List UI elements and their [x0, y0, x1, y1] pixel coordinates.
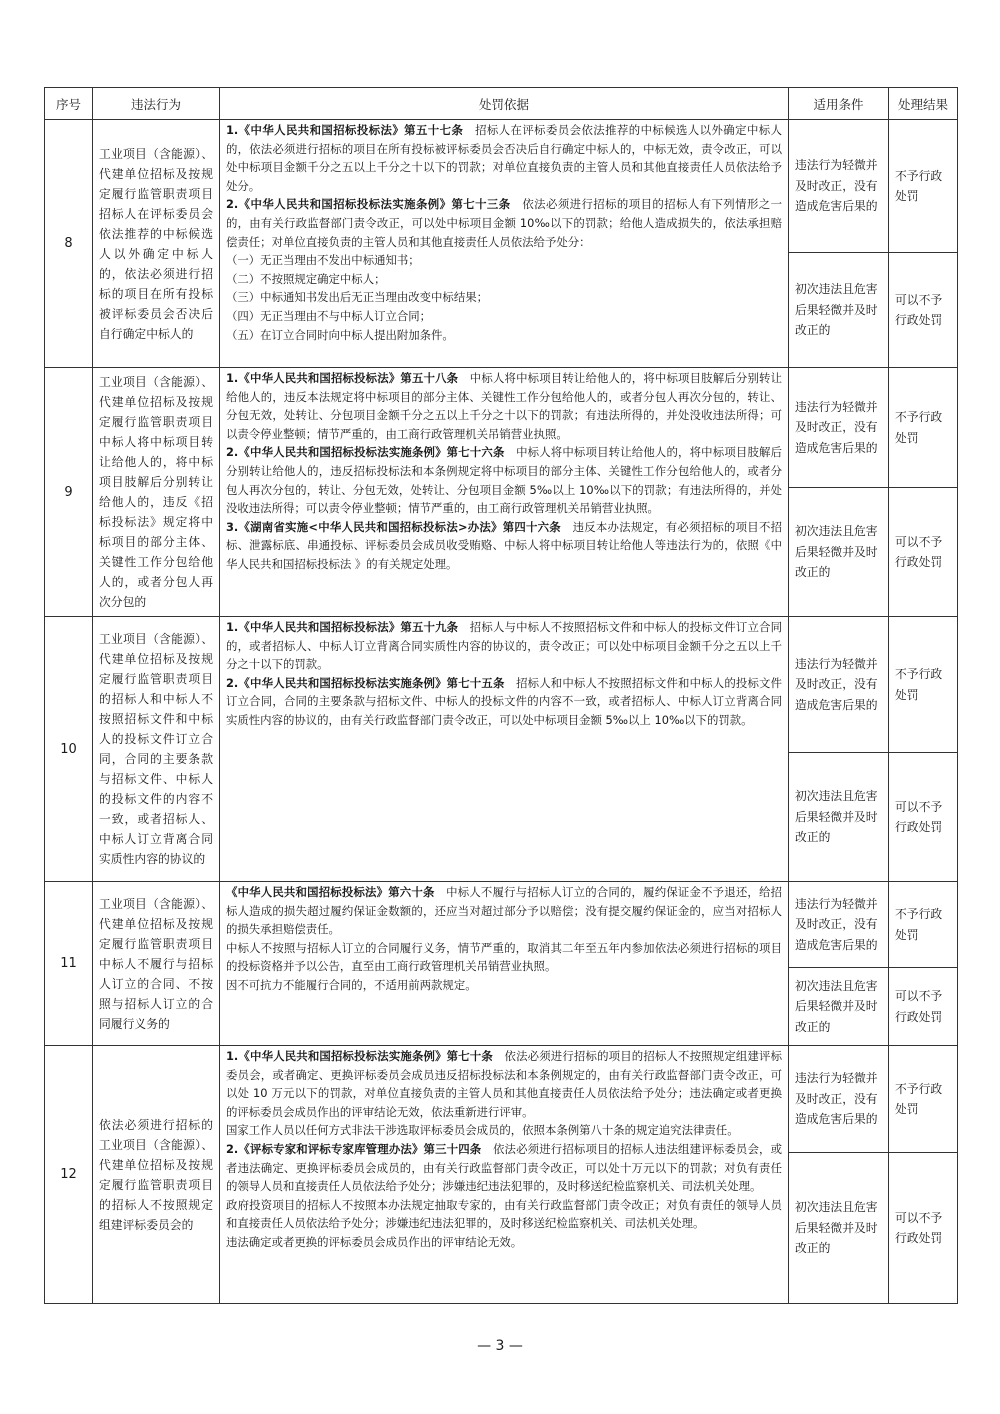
basis-paragraph — [226, 1196, 782, 1233]
page-number: — 3 — — [477, 1338, 523, 1354]
law-article-title: 《中华人民共和国招标投标法》第六十条 — [226, 885, 435, 899]
result-cell: 可以不予行政处罚 — [889, 1153, 958, 1304]
law-article-title: 1.《中华人民共和国招标投标法》第五十九条 — [226, 620, 459, 634]
penalty-basis-cell — [220, 617, 789, 882]
law-article-text: （三）中标通知书发出后无正当理由改变中标结果； — [226, 290, 488, 305]
row-number: 11 — [45, 882, 93, 1046]
result-cell: 不予行政处罚 — [889, 1046, 958, 1153]
law-article-title: 2.《评标专家和评标专家库管理办法》第三十四条 — [226, 1141, 482, 1156]
violation-cell: 工业项目（含能源）、代建单位招标及按规定履行监管职责项目中标人将中标项目转让给他人的，将中标项目肢解后分别转让给他人的，违反《招标投标法》规定将中标项目的部分主体、关键性工作分包给他人的，或者分包人再次分包的 — [93, 368, 220, 617]
basis-paragraph — [226, 195, 782, 251]
basis-paragraph — [226, 618, 782, 674]
law-article-title: 1.《中华人民共和国招标投标法》第五十八条 — [226, 371, 459, 385]
law-article-text: 依法必须进行招标项目的招标人违法组建评标委员会，或者违法确定、更换评标委员会成员的，由有关行政监督部门责令改正，可以处十万元以下的罚款；对负有责任的领导人员和直接责任人员依法给予处分；涉嫌违纪违法犯罪的，及时移送纪检监察机关、司法机关处理。 — [226, 1141, 782, 1194]
basis-paragraph — [226, 883, 782, 939]
basis-paragraph — [226, 307, 782, 326]
law-article-text: 因不可抗力不能履行合同的，不适用前两款规定。 — [226, 977, 477, 992]
table-row — [45, 1046, 958, 1153]
basis-paragraph — [226, 674, 782, 730]
row-number: 9 — [45, 368, 93, 617]
law-article-text: 依法必须进行招标的项目的招标人有下列情形之一的，由有关行政监督部门责令改正，可以处中标项目金额 10‰以下的罚款；给他人造成损失的，依法承担赔偿责任；对单位直接负责的主管人员和其他直接责任人员依法给予处分： — [226, 197, 782, 249]
condition-cell: 初次违法且危害后果轻微并及时改正的 — [789, 1153, 889, 1304]
law-article-title: 2.《中华人民共和国招标投标法实施条例》第七十三条 — [226, 197, 511, 212]
basis-paragraph — [226, 251, 782, 270]
condition-cell: 违法行为轻微并及时改正，没有造成危害后果的 — [789, 617, 889, 753]
law-article-text: 依法必须进行招标的项目的招标人不按照规定组建评标委员会，或者确定、更换评标委员会成员违反招标投标法和本条例规定的，由有关行政监督部门责令改正，可以处 10 万元以下的罚款，对单位直接负责的主管人员和其他直接责任人员依法给予处分；违法确定或者更换的评标委员会成员作出的评审结论无效，依法重新进行评审。 — [226, 1049, 782, 1119]
result-cell: 不予行政处罚 — [889, 882, 958, 968]
basis-paragraph — [226, 1121, 782, 1140]
law-article-text: 政府投资项目的招标人不按照本办法规定抽取专家的，由有关行政监督部门责令改正；对负有责任的领导人员和直接责任人员依法给予处分；涉嫌违纪违法犯罪的，及时移送纪检监察机关、司法机关处理。 — [226, 1197, 782, 1231]
basis-paragraph — [226, 1233, 782, 1252]
violation-cell: 工业项目（含能源）、代建单位招标及按规定履行监管职责项目招标人在评标委员会依法推荐的中标候选人以外确定中标人的，依法必须进行招标的项目在所有投标被评标委员会否决后自行确定中标人的 — [93, 120, 220, 368]
header-result: 处理结果 — [889, 88, 958, 120]
result-cell: 不予行政处罚 — [889, 368, 958, 488]
law-article-title: 2.《中华人民共和国招标投标法实施条例》第七十五条 — [226, 675, 505, 690]
law-article-text: 招标人在评标委员会依法推荐的中标候选人以外确定中标人的，依法必须进行招标的项目在所有投标被评标委员会否决后自行确定中标人的，中标无效，责令改正，可以处中标项目金额千分之五以上千分之十以下的罚款；对单位直接负责的主管人员和其他直接责任人员依法给予处分。 — [226, 123, 782, 193]
result-cell: 可以不予行政处罚 — [889, 488, 958, 617]
header-condition: 适用条件 — [789, 88, 889, 120]
law-article-title: 3.《湖南省实施<中华人民共和国招标投标法>办法》第四十六条 — [226, 519, 561, 534]
condition-cell: 违法行为轻微并及时改正，没有造成危害后果的 — [789, 368, 889, 488]
law-article-text: （二）不按照规定确定中标人； — [226, 271, 386, 286]
law-article-text: （五）在订立合同时向中标人提出附加条件。 — [226, 327, 454, 342]
table-row — [45, 368, 958, 488]
condition-cell: 违法行为轻微并及时改正，没有造成危害后果的 — [789, 882, 889, 968]
result-cell: 可以不予行政处罚 — [889, 253, 958, 368]
basis-paragraph — [226, 939, 782, 976]
law-article-text: 国家工作人员以任何方式非法干涉选取评标委员会成员的，依照本条例第八十条的规定追究法律责任。 — [226, 1123, 739, 1138]
result-cell: 不予行政处罚 — [889, 120, 958, 253]
basis-paragraph — [226, 976, 782, 995]
condition-cell: 初次违法且危害后果轻微并及时改正的 — [789, 968, 889, 1046]
result-cell: 不予行政处罚 — [889, 617, 958, 753]
row-number: 12 — [45, 1046, 93, 1304]
violation-cell: 工业项目（含能源）、代建单位招标及按规定履行监管职责项目的招标人和中标人不按照招标文件和中标人的投标文件订立合同，合同的主要条款与招标文件、中标人的投标文件的内容不一致，或者招标人、中标人订立背离合同实质性内容的协议的 — [93, 617, 220, 882]
header-act: 违法行为 — [93, 88, 220, 120]
table-row — [45, 882, 958, 968]
law-article-title: 2.《中华人民共和国招标投标法实施条例》第七十六条 — [226, 445, 505, 460]
penalty-basis-cell — [220, 882, 789, 1046]
penalty-table — [44, 87, 958, 1304]
basis-paragraph — [226, 326, 782, 345]
penalty-basis-cell — [220, 120, 789, 368]
basis-paragraph — [226, 121, 782, 195]
law-article-text: 招标人和中标人不按照招标文件和中标人的投标文件订立合同，合同的主要条款与招标文件、中标人的投标文件的内容不一致，或者招标人、中标人订立背离合同实质性内容的协议的，由有关行政监督部门责令改正，可以处中标项目金额 5‰以上 10‰以下的罚款。 — [226, 675, 782, 727]
law-article-text: （四）无正当理由不与中标人订立合同； — [226, 308, 432, 323]
basis-paragraph — [226, 518, 782, 574]
header-no: 序号 — [45, 88, 93, 120]
violation-cell: 工业项目（含能源）、代建单位招标及按规定履行监管职责项目中标人不履行与招标人订立的合同、不按照与招标人订立的合同履行义务的 — [93, 882, 220, 1046]
row-number: 10 — [45, 617, 93, 882]
penalty-basis-cell — [220, 368, 789, 617]
law-article-text: （一）无正当理由不发出中标通知书； — [226, 253, 420, 268]
law-article-title: 1.《中华人民共和国招标投标法》第五十七条 — [226, 123, 464, 137]
condition-cell: 违法行为轻微并及时改正，没有造成危害后果的 — [789, 1046, 889, 1153]
penalty-basis-cell — [220, 1046, 789, 1304]
result-cell: 可以不予行政处罚 — [889, 968, 958, 1046]
basis-paragraph — [226, 1140, 782, 1196]
basis-paragraph — [226, 270, 782, 289]
law-article-text: 招标人与中标人不按照招标文件和中标人的投标文件订立合同的，或者招标人、中标人订立背离合同实质性内容的协议的，责令改正；可以处中标项目金额千分之五以上千分之十以下的罚款。 — [226, 620, 782, 672]
law-article-text: 中标人不按照与招标人订立的合同履行义务，情节严重的，取消其二年至五年内参加依法必须进行招标的项目的投标资格并予以公告，直至由工商行政管理机关吊销营业执照。 — [226, 940, 782, 974]
law-article-text: 中标人将中标项目转让给他人的，将中标项目肢解后分别转让给他人的，违反招标投标法和本条例规定将中标项目的部分主体、关键性工作分包给他人的，或者分包人再次分包的，转让、分包无效，处转让、分包项目金额 5‰以上 10‰以下的罚款；有违法所得的，并处没收违法所得；可以责令停业整顿；情节严重的，由工商行政管理机关吊销营业执照。 — [226, 445, 782, 516]
law-article-text: 违法确定或者更换的评标委员会成员作出的评审结论无效。 — [226, 1234, 523, 1249]
law-article-text: 违反本办法规定，有必须招标的项目不招标、泄露标底、串通投标、评标委员会成员收受贿赂、中标人将中标项目转让给他人等违法行为的，依照《中华人民共和国招标投标法 》的有关规定处理。 — [226, 519, 782, 571]
table-row — [45, 120, 958, 253]
basis-paragraph — [226, 369, 782, 443]
law-article-title: 1.《中华人民共和国招标投标法实施条例》第七十条 — [226, 1049, 493, 1063]
condition-cell: 初次违法且危害后果轻微并及时改正的 — [789, 753, 889, 882]
basis-paragraph — [226, 1047, 782, 1121]
result-cell: 可以不予行政处罚 — [889, 753, 958, 882]
condition-cell: 初次违法且危害后果轻微并及时改正的 — [789, 488, 889, 617]
condition-cell: 初次违法且危害后果轻微并及时改正的 — [789, 253, 889, 368]
law-article-text: 中标人不履行与招标人订立的合同的，履约保证金不予退还，给招标人造成的损失超过履约保证金数额的，还应当对超过部分予以赔偿；没有提交履约保证金的，应当对招标人的损失承担赔偿责任。 — [226, 885, 782, 937]
condition-cell: 违法行为轻微并及时改正，没有造成危害后果的 — [789, 120, 889, 253]
basis-paragraph — [226, 443, 782, 517]
basis-paragraph — [226, 288, 782, 307]
violation-cell: 依法必须进行招标的工业项目（含能源）、代建单位招标及按规定履行监管职责项目的招标人不按照规定组建评标委员会的 — [93, 1046, 220, 1304]
header-basis: 处罚依据 — [220, 88, 789, 120]
row-number: 8 — [45, 120, 93, 368]
table-header-row — [45, 88, 958, 120]
law-article-text: 中标人将中标项目转让给他人的，将中标项目肢解后分别转让给他人的，违反本法规定将中标项目的部分主体、关键性工作分包给他人的，或者分包人再次分包的，转让、分包无效，处转让、分包项目金额千分之五以上千分之十以下的罚款；有违法所得的，并处没收违法所得；可以责令停业整顿；情节严重的，由工商行政管理机关吊销营业执照。 — [226, 371, 782, 441]
table-row — [45, 617, 958, 753]
penalty-table-page — [44, 87, 957, 1304]
